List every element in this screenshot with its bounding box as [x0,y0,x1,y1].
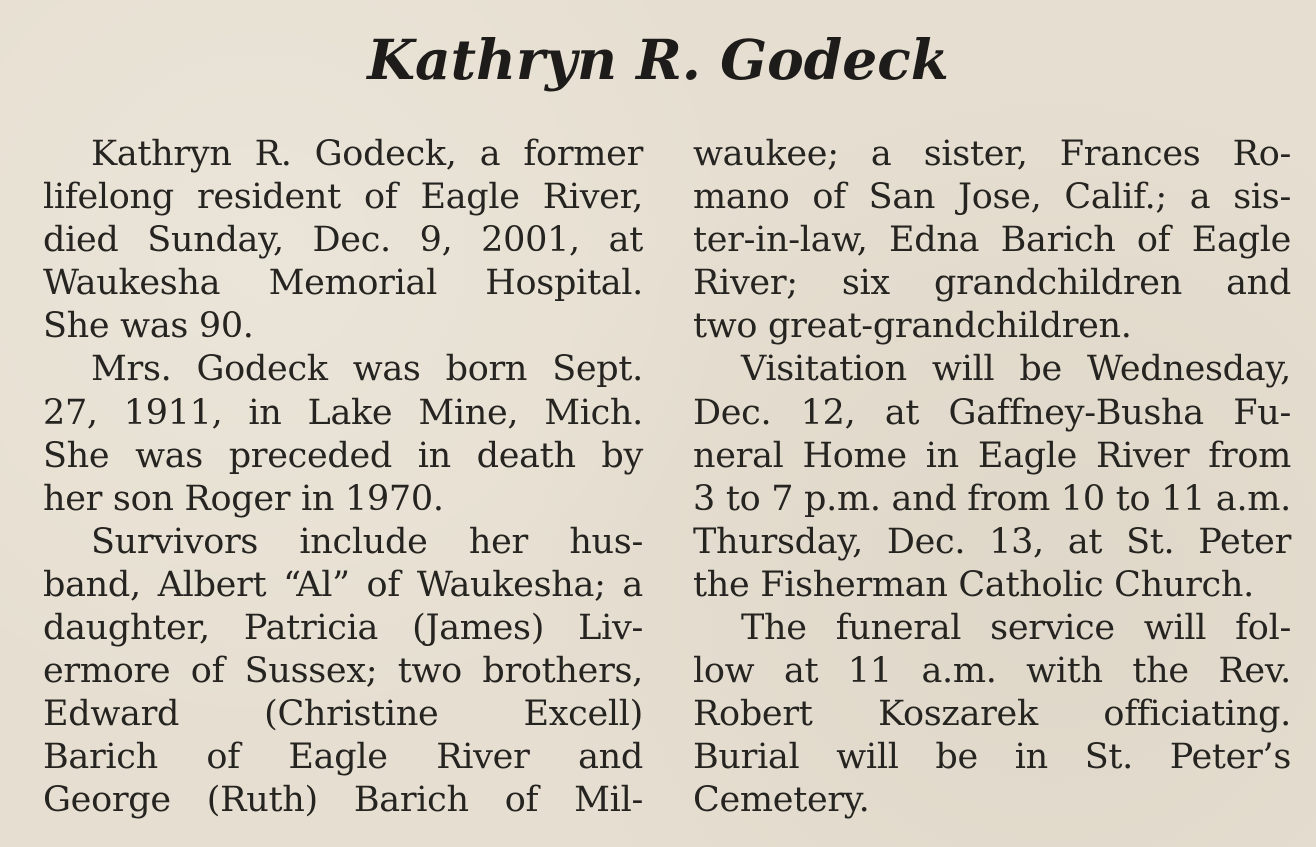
text-line: mano of San Jose, Calif.; a sis- [693,177,1291,218]
text-line: the Fisherman Catholic Church. [693,564,1254,605]
text-line: Mrs. Godeck was born Sept. [91,349,643,390]
text-line: 3 to 7 p.m. and from 10 to 11 a.m. [693,478,1291,519]
text-line: 27, 1911, in Lake Mine, Mich. [43,392,643,433]
text-line: Thursday, Dec. 13, at St. Peter [693,521,1291,562]
text-line: Waukesha Memorial Hospital. [43,263,643,304]
text-line: River; six grandchildren and [693,263,1291,304]
text-line: neral Home in Eagle River from [693,435,1291,476]
text-line: Survivors include her hus- [91,521,643,562]
text-line: waukee; a sister, Frances Ro- [693,134,1291,174]
text-line: Robert Koszarek officiating. [693,694,1291,735]
right-column [693,133,1291,823]
text-line: She was preceded in death by [43,435,643,476]
text-line: Kathryn R. Godeck, a former [91,134,643,174]
text-line: Cemetery. [693,780,870,821]
text-line: lifelong resident of Eagle River, [43,177,643,218]
text-line: her son Roger in 1970. [43,478,444,519]
text-line: Edward (Christine Excell) [43,694,643,735]
left-column [43,133,643,823]
text-line: Barich of Eagle River and [43,737,643,778]
text-line: died Sunday, Dec. 9, 2001, at [43,220,643,261]
text-line: daughter, Patricia (James) Liv- [43,608,643,649]
text-line: low at 11 a.m. with the Rev. [693,651,1291,692]
text-line: band, Albert “Al” of Waukesha; a [43,564,643,605]
text-line: two great-grandchildren. [693,306,1132,347]
text-line: ermore of Sussex; two brothers, [43,651,643,692]
text-line: George (Ruth) Barich of Mil- [43,780,643,821]
text-line: The funeral service will fol- [741,608,1291,649]
text-line: ter-in-law, Edna Barich of Eagle [693,220,1291,261]
text-line: She was 90. [43,306,254,347]
headline: Kathryn R. Godeck [367,27,949,92]
text-line: Dec. 12, at Gaffney-Busha Fu- [693,392,1291,433]
text-line: Visitation will be Wednesday, [741,349,1291,390]
text-line: Burial will be in St. Peter’s [693,737,1291,778]
